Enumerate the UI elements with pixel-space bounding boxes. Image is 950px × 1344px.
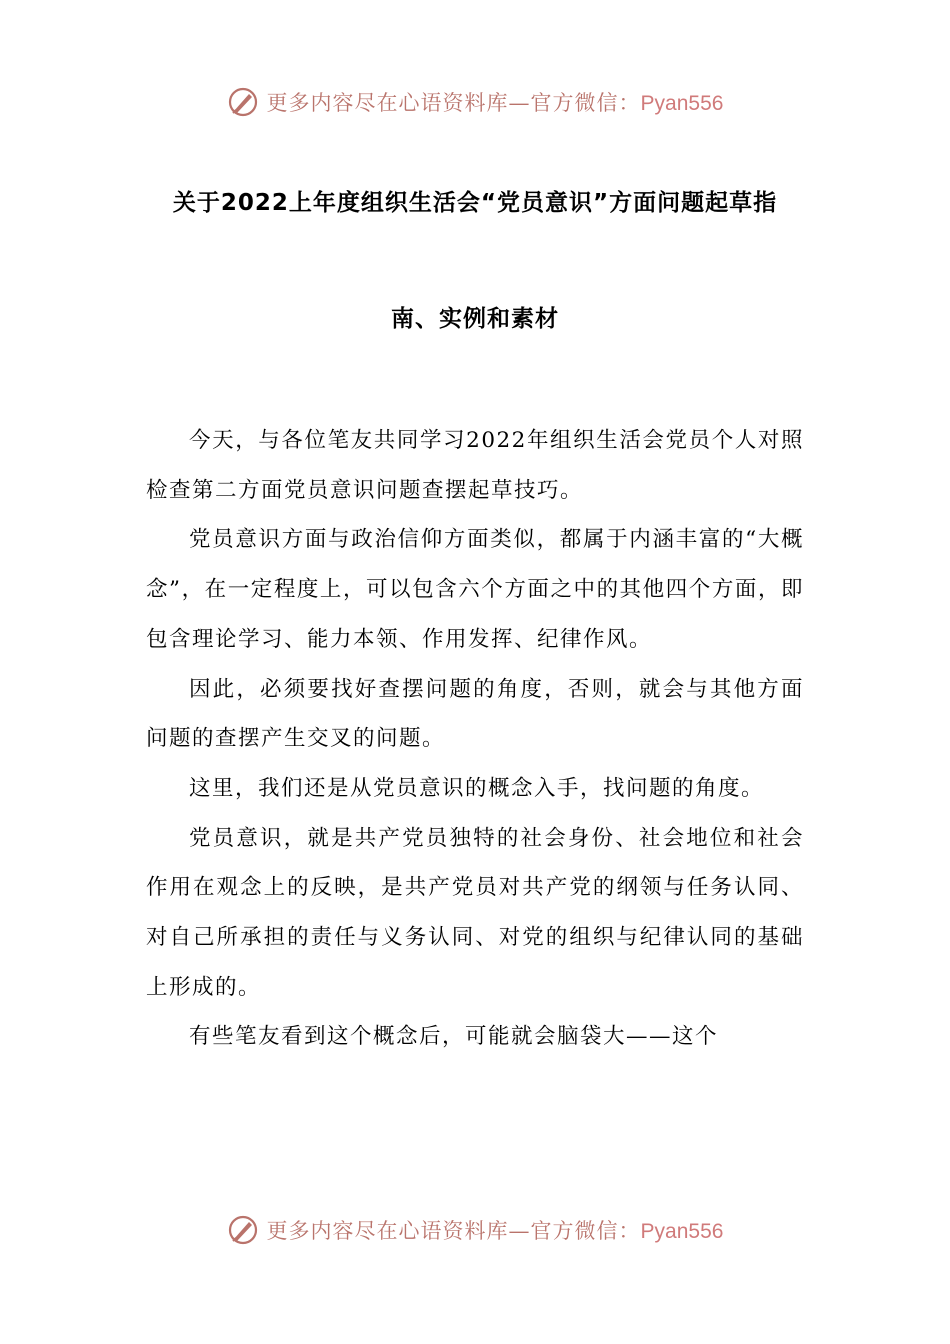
document-title-line-1: 关于2022上年度组织生活会“党员意识”方面问题起草指 bbox=[172, 190, 778, 216]
watermark-text: 更多内容尽在心语资料库—官方微信：Pyan556 bbox=[266, 91, 724, 115]
paragraph: 因此，必须要找好查摆问题的角度，否则，就会与其他方面问题的查摆产生交叉的问题。 bbox=[146, 676, 804, 752]
paragraph: 今天，与各位笔友共同学习2022年组织生活会党员个人对照检查第二方面党员意识问题查摆起草技巧。 bbox=[146, 428, 804, 503]
document-body bbox=[146, 416, 804, 1062]
paragraph: 有些笔友看到这个概念后，可能就会脑袋大——这个 bbox=[189, 1024, 719, 1050]
pen-logo-icon bbox=[227, 86, 259, 118]
paragraph: 党员意识，就是共产党员独特的社会身份、社会地位和社会作用在观念上的反映，是共产党员对共产党的纲领与任务认同、对自己所承担的责任与义务认同、对党的组织与纪律认同的基础上形成的。 bbox=[146, 825, 804, 1000]
paragraph: 党员意识方面与政治信仰方面类似，都属于内涵丰富的“大概念”，在一定程度上，可以包含六个方面之中的其他四个方面，即包含理论学习、能力本领、作用发挥、纪律作风。 bbox=[146, 527, 804, 652]
paragraph: 这里，我们还是从党员意识的概念入手，找问题的角度。 bbox=[189, 775, 765, 801]
pen-logo-icon bbox=[227, 1214, 259, 1246]
document-title-line-2: 南、实例和素材 bbox=[391, 306, 559, 332]
footer-watermark bbox=[0, 1208, 950, 1252]
header-watermark bbox=[0, 80, 950, 124]
watermark-text: 更多内容尽在心语资料库—官方微信：Pyan556 bbox=[266, 1219, 724, 1243]
